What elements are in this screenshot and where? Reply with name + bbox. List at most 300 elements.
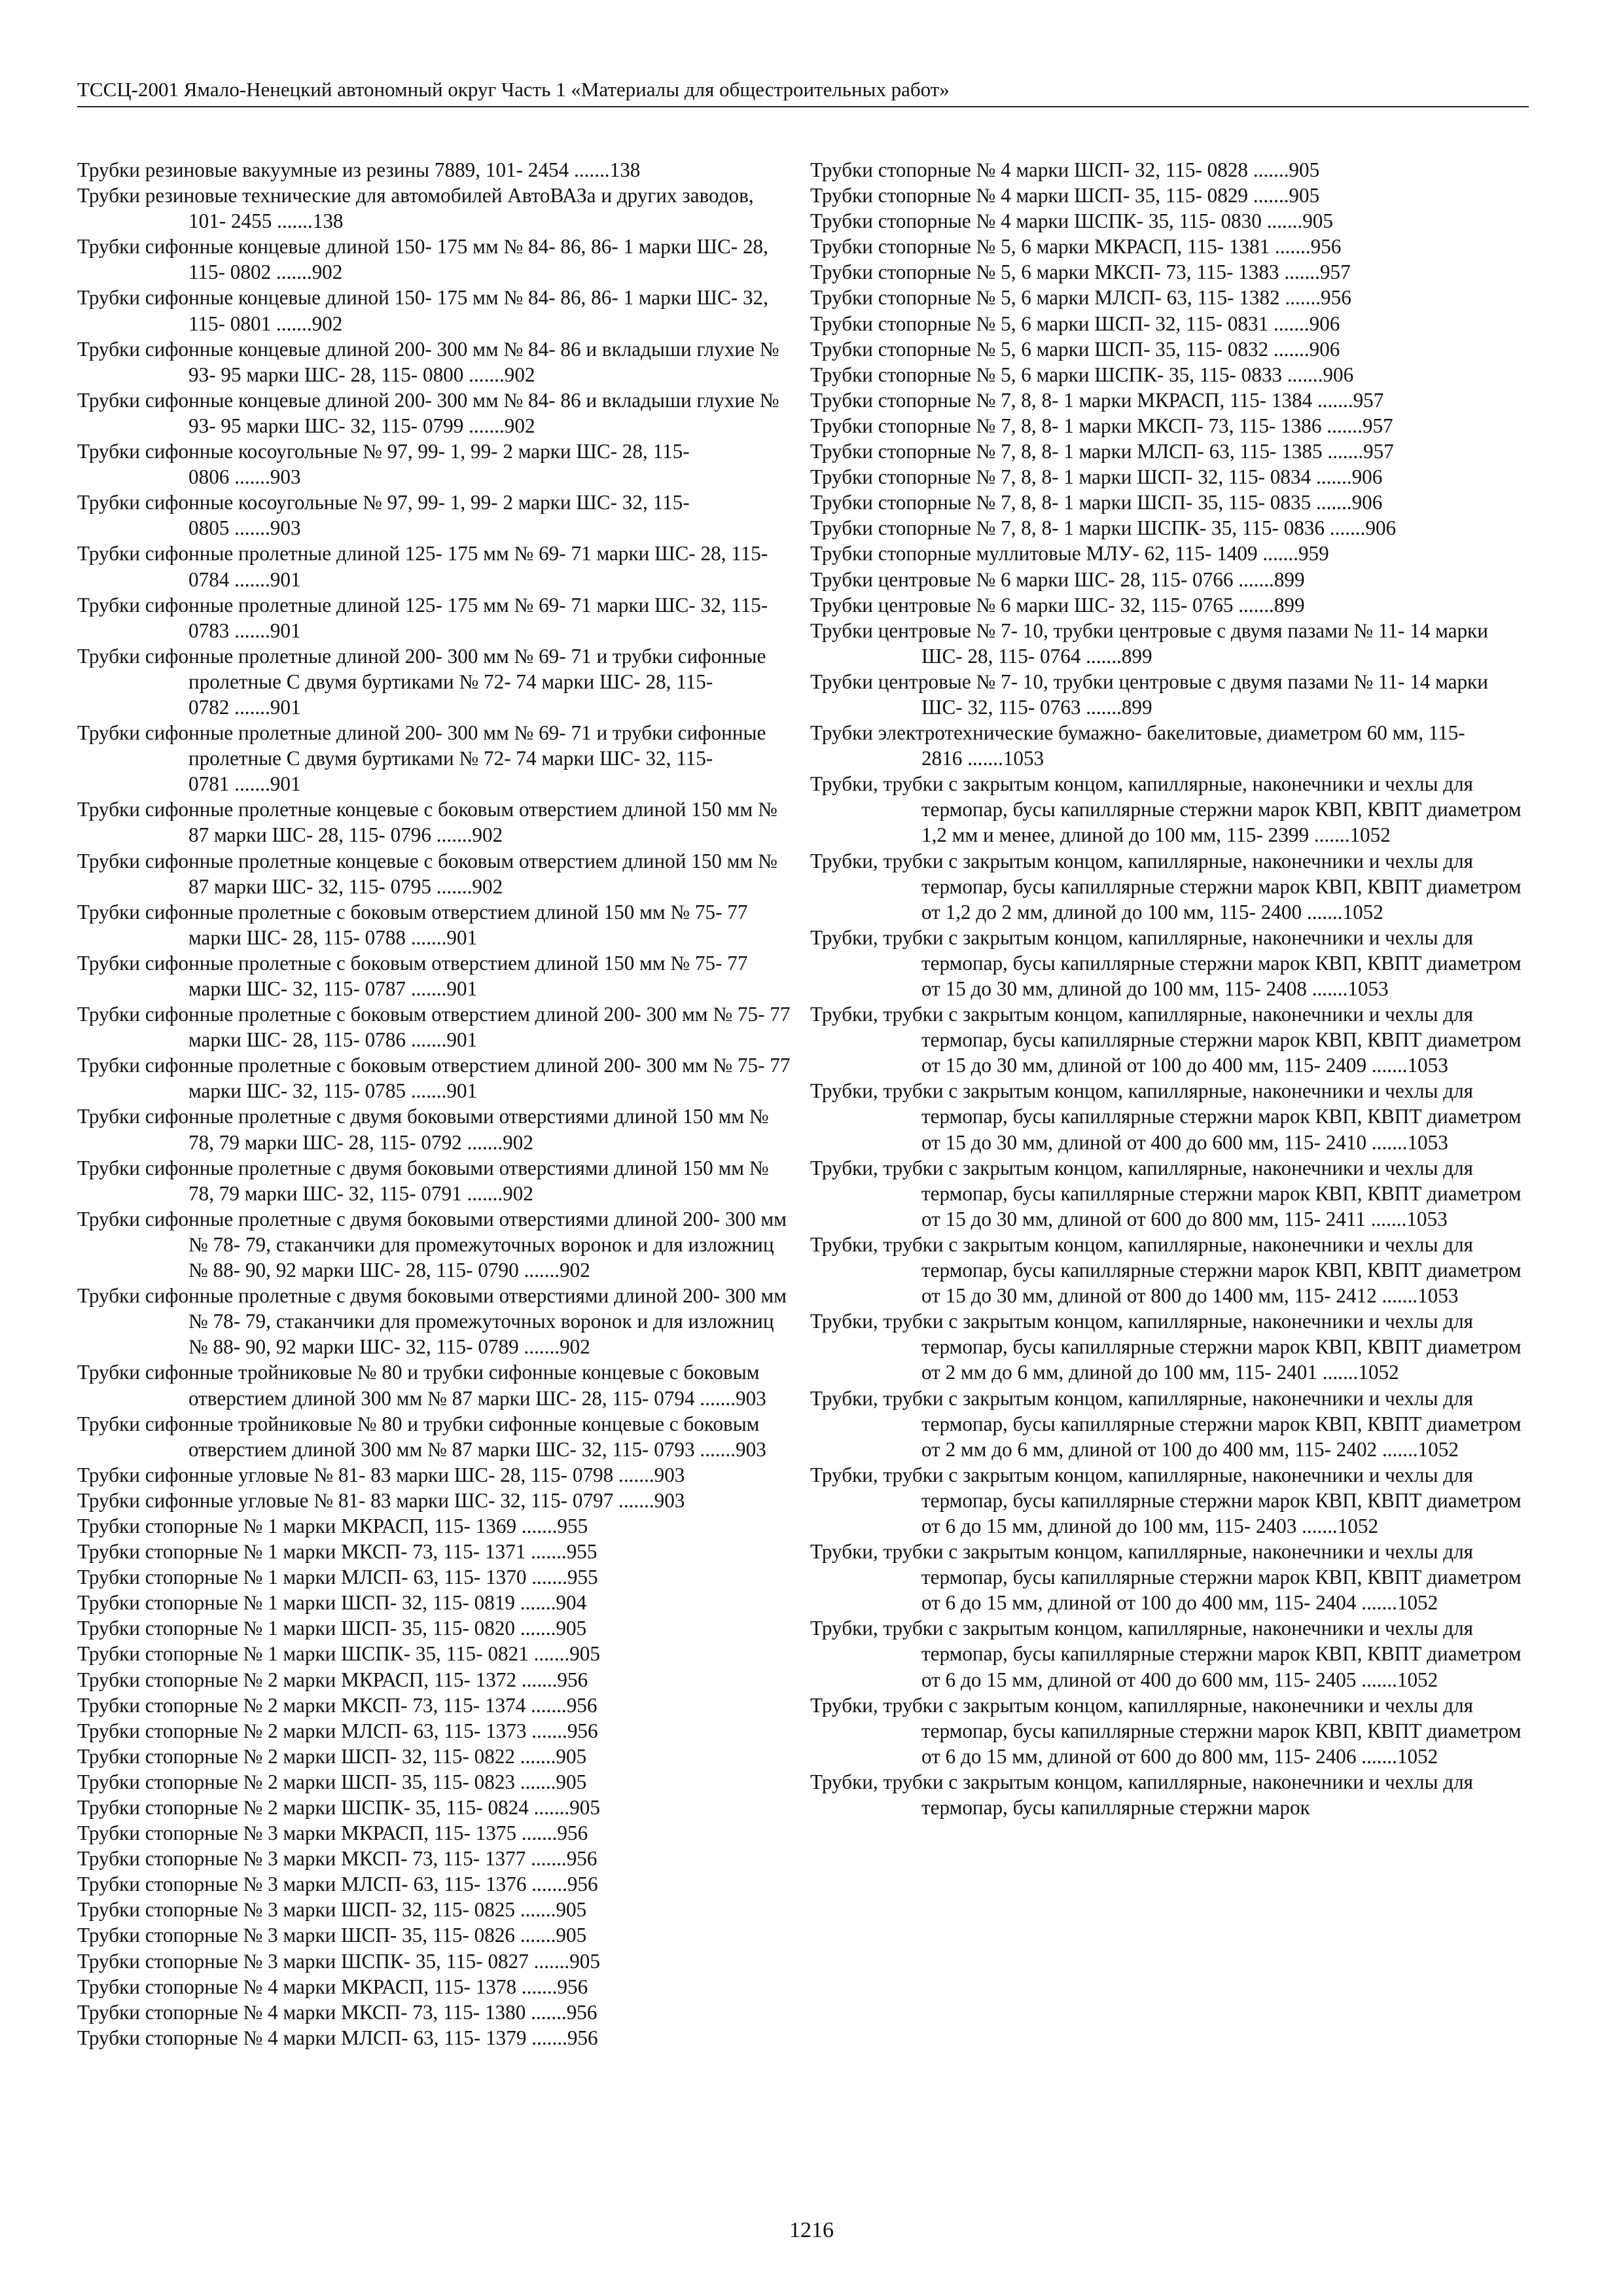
index-entry xyxy=(810,1615,1529,1692)
entry-text: Трубки стопорные № 3 марки МКСП- 73, 115- 1377 xyxy=(77,1847,526,1871)
entry-page-ref: 902 xyxy=(472,823,503,847)
entry-text: Трубки стопорные муллитовые МЛУ- 62, 115- 1409 xyxy=(810,542,1258,565)
index-entry xyxy=(810,1155,1529,1232)
dot-leader: ....... xyxy=(272,209,313,233)
index-entry xyxy=(77,1488,796,1513)
index-entry xyxy=(77,2000,796,2025)
dot-leader: ....... xyxy=(463,363,505,386)
entry-text: Трубки, трубки с закрытым концом, капиллярные, наконечники и чехлы для термопар, бусы капиллярные стержни марок КВП, КВПТ диаметром от 2 мм до 6 мм, длиной от 100 до 400 мм, 115- 2402 xyxy=(810,1386,1522,1461)
index-entry xyxy=(77,1718,796,1744)
dot-leader: ....... xyxy=(1324,516,1366,540)
entry-page-ref: 956 xyxy=(566,1847,597,1871)
index-entry xyxy=(810,183,1529,208)
entry-text: Трубки стопорные № 3 марки ШСП- 32, 115- 0825 xyxy=(77,1898,516,1922)
entry-page-ref: 905 xyxy=(569,1796,600,1819)
dot-leader: ....... xyxy=(271,260,312,284)
index-entry xyxy=(77,157,796,183)
dot-leader: ....... xyxy=(431,874,473,898)
entry-text: Трубки центровые № 6 марки ШС- 28, 115- 0766 xyxy=(810,567,1234,591)
entry-text: Трубки сифонные угловые № 81- 83 марки ШС- 28, 115- 0798 xyxy=(77,1463,614,1486)
dot-leader: ....... xyxy=(1296,1514,1338,1537)
index-entry xyxy=(77,1411,796,1462)
dot-leader: ....... xyxy=(1248,158,1289,181)
dot-leader: ....... xyxy=(1377,1437,1418,1461)
index-entry xyxy=(77,285,796,336)
entry-page-ref: 956 xyxy=(567,1873,598,1896)
dot-leader: ....... xyxy=(271,312,312,335)
entry-text: Трубки сифонные пролетные с двумя боковыми отверстиями длиной 200- 300 мм № 78- 79, стаканчики для промежуточных воронок и для изложниц № 88- 90, 92 марки ШС- 32, 115- 0789 xyxy=(77,1284,787,1359)
index-entry xyxy=(810,336,1529,362)
entry-page-ref: 905 xyxy=(1302,209,1333,233)
entry-page-ref: 956 xyxy=(567,1719,598,1742)
entry-page-ref: 903 xyxy=(654,1463,685,1486)
entry-text: Трубки стопорные № 7, 8, 8- 1 марки МКСП- 73, 115- 1386 xyxy=(810,414,1322,437)
index-column-right xyxy=(810,157,1529,1820)
index-entry xyxy=(77,1897,796,1922)
index-entry xyxy=(77,1769,796,1795)
dot-leader: ....... xyxy=(515,1744,556,1768)
dot-leader: ....... xyxy=(1317,1361,1359,1384)
dot-leader: ....... xyxy=(1356,1591,1397,1615)
entry-page-ref: 905 xyxy=(556,1744,587,1768)
entry-text: Трубки сифонные пролетные с боковым отверстием длиной 150 мм № 75- 77 марки ШС- 28, 115- 0788 xyxy=(77,900,748,949)
entry-page-ref: 901 xyxy=(446,1028,478,1052)
entry-text: Трубки стопорные № 1 марки МЛСП- 63, 115- 1370 xyxy=(77,1566,527,1589)
dot-leader: ....... xyxy=(528,1949,570,1973)
dot-leader: ....... xyxy=(229,619,270,642)
entry-page-ref: 1053 xyxy=(1406,1207,1448,1230)
entry-text: Трубки, трубки с закрытым концом, капиллярные, наконечники и чехлы для термопар, бусы капиллярные стержни марок КВП, КВПТ диаметром от 1,2 до 2 мм, длиной до 100 мм, 115- 2400 xyxy=(810,849,1522,924)
dot-leader: ....... xyxy=(1233,593,1274,617)
entry-text: Трубки, трубки с закрытым концом, капиллярные, наконечники и чехлы для термопар, бусы капиллярные стержни марок КВП, КВПТ диаметром от 6 до 15 мм, длиной от 400 до 600 мм, 115- 2405 xyxy=(810,1617,1522,1691)
entry-text: Трубки центровые № 7- 10, трубки центровые с двумя пазами № 11- 14 марки ШС- 32, 115- 0763 xyxy=(810,670,1488,719)
entry-page-ref: 1053 xyxy=(1407,1130,1448,1154)
index-entry xyxy=(810,1539,1529,1615)
index-entry xyxy=(77,1206,796,1283)
entry-text: Трубки стопорные № 7, 8, 8- 1 марки МЛСП- 63, 115- 1385 xyxy=(810,440,1323,463)
entry-page-ref: 956 xyxy=(1310,235,1342,259)
entry-page-ref: 1053 xyxy=(1003,747,1044,770)
dot-leader: ....... xyxy=(406,977,447,1000)
entry-page-ref: 1052 xyxy=(1418,1437,1459,1461)
entry-text: Трубки стопорные № 2 марки ШСП- 35, 115- 0823 xyxy=(77,1770,516,1793)
index-entry xyxy=(810,1078,1529,1155)
index-entry xyxy=(810,541,1529,566)
dot-leader: ....... xyxy=(1302,900,1343,924)
dot-leader: ....... xyxy=(1366,1130,1408,1154)
entry-text: Трубки сифонные концевые длиной 150- 175 мм № 84- 86, 86- 1 марки ШС- 32, 115- 0801 xyxy=(77,286,768,335)
dot-leader: ....... xyxy=(526,1693,567,1717)
entry-text: Трубки сифонные косоугольные № 97, 99- 1, 99- 2 марки ШС- 28, 115- 0806 xyxy=(77,440,690,489)
index-entry xyxy=(77,1974,796,2000)
entry-text: Трубки сифонные концевые длиной 150- 175 мм № 84- 86, 86- 1 марки ШС- 28, 115- 0802 xyxy=(77,235,768,284)
entry-text: Трубки сифонные тройниковые № 80 и трубки сифонные концевые с боковым отверстием длиной 300 мм № 87 марки ШС- 28, 115- 0794 xyxy=(77,1361,760,1410)
entry-text: Трубки сифонные косоугольные № 97, 99- 1, 99- 2 марки ШС- 32, 115- 0805 xyxy=(77,491,690,540)
entry-text: Трубки сифонные тройниковые № 80 и трубки сифонные концевые с боковым отверстием длиной 300 мм № 87 марки ШС- 32, 115- 0793 xyxy=(77,1412,760,1461)
entry-page-ref: 956 xyxy=(566,2000,597,2024)
entry-page-ref: 1052 xyxy=(1358,1361,1399,1384)
index-entry xyxy=(810,669,1529,720)
index-entry xyxy=(77,439,796,490)
dot-leader: ....... xyxy=(1309,823,1350,847)
dot-leader: ....... xyxy=(1268,337,1310,361)
entry-page-ref: 1053 xyxy=(1407,1054,1448,1077)
entry-text: Трубки сифонные пролетные с боковым отверстием длиной 200- 300 мм № 75- 77 марки ШС- 28, 115- 0786 xyxy=(77,1003,791,1052)
entry-page-ref: 901 xyxy=(270,772,301,796)
index-entry xyxy=(77,1001,796,1052)
index-entry xyxy=(810,259,1529,285)
dot-leader: ....... xyxy=(229,695,270,719)
entry-text: Трубки стопорные № 4 марки МКСП- 73, 115- 1380 xyxy=(77,2000,526,2024)
entry-page-ref: 905 xyxy=(556,1617,587,1640)
entry-text: Трубки, трубки с закрытым концом, капиллярные, наконечники и чехлы для термопар, бусы капиллярные стержни марок КВП, КВПТ диаметром от 15 до 30 мм, длиной от 800 до 1400 мм, 115- 2412 xyxy=(810,1232,1522,1308)
entry-text: Трубки стопорные № 4 марки МЛСП- 63, 115- 1379 xyxy=(77,2026,527,2049)
index-entry xyxy=(77,1283,796,1359)
entry-page-ref: 906 xyxy=(1351,491,1383,514)
index-entry xyxy=(77,1922,796,1948)
entry-page-ref: 902 xyxy=(312,312,343,335)
dot-leader: ....... xyxy=(406,1079,447,1103)
entry-text: Трубки стопорные № 7, 8, 8- 1 марки МКРАСП, 115- 1384 xyxy=(810,388,1313,412)
entry-page-ref: 956 xyxy=(566,1693,597,1717)
entry-text: Трубки стопорные № 1 марки ШСП- 35, 115- 0820 xyxy=(77,1617,516,1640)
index-entry xyxy=(810,285,1529,310)
dot-leader: ....... xyxy=(516,1668,558,1691)
entry-text: Трубки, трубки с закрытым концом, капиллярные, наконечники и чехлы для термопар, бусы капиллярные стержни марок КВП, КВПТ диаметром от 6 до 15 мм, длиной от 600 до 800 мм, 115- 2406 xyxy=(810,1693,1522,1768)
index-entry xyxy=(77,1052,796,1103)
dot-leader: ....... xyxy=(613,1488,654,1512)
running-header: ТССЦ-2001 Ямало-Ненецкий автономный округ Часть 1 «Материалы для общестроительных работ» xyxy=(77,78,950,101)
entry-page-ref: 905 xyxy=(556,1924,587,1947)
entry-page-ref: 902 xyxy=(503,1130,533,1154)
entry-page-ref: 903 xyxy=(736,1386,766,1410)
entry-page-ref: 1052 xyxy=(1337,1514,1379,1537)
entry-text: Трубки резиновые технические для автомобилей АвтоВАЗа и других заводов, 101- 2455 xyxy=(77,184,754,233)
entry-page-ref: 1052 xyxy=(1397,1591,1438,1615)
dot-leader: ....... xyxy=(694,1386,736,1410)
dot-leader: ....... xyxy=(515,1898,556,1922)
entry-text: Трубки стопорные № 1 марки МКРАСП, 115- 1369 xyxy=(77,1514,517,1537)
entry-text: Трубки стопорные № 4 марки ШСП- 32, 115- 0828 xyxy=(810,158,1249,181)
entry-text: Трубки сифонные пролетные длиной 125- 175 мм № 69- 71 марки ШС- 32, 115- 0783 xyxy=(77,593,768,642)
dot-leader: ....... xyxy=(528,1796,570,1819)
entry-page-ref: 899 xyxy=(1274,593,1305,617)
entry-text: Трубки стопорные № 7, 8, 8- 1 марки ШСП- 32, 115- 0834 xyxy=(810,465,1311,489)
entry-page-ref: 901 xyxy=(446,1079,478,1103)
entry-text: Трубки стопорные № 4 марки ШСП- 35, 115- 0829 xyxy=(810,184,1249,207)
dot-leader: ....... xyxy=(526,2026,567,2049)
entry-page-ref: 902 xyxy=(504,363,535,386)
entry-page-ref: 899 xyxy=(1274,567,1305,591)
entry-page-ref: 1053 xyxy=(1418,1284,1459,1308)
dot-leader: ....... xyxy=(515,1617,556,1640)
entry-text: Трубки сифонные пролетные с боковым отверстием длиной 200- 300 мм № 75- 77 марки ШС- 32, 115- 0785 xyxy=(77,1054,791,1103)
entry-page-ref: 901 xyxy=(270,695,301,719)
entry-text: Трубки стопорные № 5, 6 марки МКРАСП, 115- 1381 xyxy=(810,235,1270,259)
index-entry xyxy=(810,362,1529,387)
index-entry xyxy=(810,157,1529,183)
entry-page-ref: 957 xyxy=(1353,388,1384,412)
index-entry xyxy=(77,336,796,387)
dot-leader: ....... xyxy=(528,1642,570,1666)
entry-page-ref: 906 xyxy=(1309,337,1340,361)
dot-leader: ....... xyxy=(1311,465,1352,489)
entry-page-ref: 959 xyxy=(1298,542,1329,565)
entry-text: Трубки сифонные пролетные длиной 200- 300 мм № 69- 71 и трубки сифонные пролетные С двумя буртиками № 72- 74 марки ШС- 28, 115- 0782 xyxy=(77,644,766,719)
entry-page-ref: 902 xyxy=(560,1335,590,1359)
dot-leader: ....... xyxy=(1366,1054,1408,1077)
index-entry xyxy=(810,515,1529,541)
dot-leader: ....... xyxy=(1248,184,1289,207)
dot-leader: ....... xyxy=(406,925,447,949)
entry-page-ref: 899 xyxy=(1121,695,1152,719)
entry-text: Трубки сифонные пролетные с боковым отверстием длиной 150 мм № 75- 77 марки ШС- 32, 115- 0787 xyxy=(77,951,748,1000)
entry-page-ref: 1052 xyxy=(1342,900,1383,924)
dot-leader: ....... xyxy=(515,1924,556,1947)
index-entry xyxy=(77,490,796,541)
dot-leader: ....... xyxy=(1282,363,1323,386)
dot-leader: ....... xyxy=(526,1719,567,1742)
entry-text: Трубки стопорные № 4 марки ШСПК- 35, 115- 0830 xyxy=(810,209,1262,233)
index-entry xyxy=(810,234,1529,259)
index-entry xyxy=(810,592,1529,618)
dot-leader: ....... xyxy=(463,414,505,437)
dot-leader: ....... xyxy=(406,1028,447,1052)
dot-leader: ....... xyxy=(962,747,1003,770)
entry-text: Трубки сифонные угловые № 81- 83 марки ШС- 32, 115- 0797 xyxy=(77,1488,614,1512)
index-entry xyxy=(810,1693,1529,1769)
dot-leader: ....... xyxy=(526,2000,567,2024)
entry-page-ref: 902 xyxy=(472,874,503,898)
dot-leader: ....... xyxy=(515,1591,556,1615)
entry-text: Трубки стопорные № 7, 8, 8- 1 марки ШСПК- 35, 115- 0836 xyxy=(810,516,1325,540)
entry-text: Трубки сифонные пролетные с двумя боковыми отверстиями длиной 150 мм № 78, 79 марки ШС- 32, 115- 0791 xyxy=(77,1156,769,1205)
dot-leader: ....... xyxy=(1356,1668,1397,1691)
index-entry xyxy=(810,387,1529,413)
dot-leader: ....... xyxy=(1321,414,1363,437)
index-entry xyxy=(77,950,796,1001)
index-entry xyxy=(77,1795,796,1820)
index-entry xyxy=(77,643,796,720)
entry-text: Трубки сифонные пролетные концевые с боковым отверстием длиной 150 мм № 87 марки ШС- 32, 115- 0795 xyxy=(77,849,777,898)
index-entry xyxy=(810,925,1529,1001)
entry-page-ref: 957 xyxy=(1363,440,1394,463)
entry-text: Трубки сифонные концевые длиной 200- 300 мм № 84- 86 и вкладыши глухие № 93- 95 марки ШС- 32, 115- 0799 xyxy=(77,388,779,437)
entry-page-ref: 901 xyxy=(446,925,478,949)
index-entry xyxy=(810,1769,1529,1820)
dot-leader: ....... xyxy=(229,567,270,591)
entry-text: Трубки, трубки с закрытым концом, капиллярные, наконечники и чехлы для термопар, бусы капиллярные стержни марок КВП, КВПТ диаметром от 15 до 30 мм, длиной от 100 до 400 мм, 115- 2409 xyxy=(810,1003,1522,1077)
entry-text: Трубки центровые № 6 марки ШС- 32, 115- 0765 xyxy=(810,593,1234,617)
index-entry xyxy=(77,1948,796,1974)
entry-text: Трубки электротехнические бумажно- бакелитовые, диаметром 60 мм, 115- 2816 xyxy=(810,721,1465,770)
index-entry xyxy=(77,2025,796,2051)
entry-text: Трубки сифонные пролетные длиной 200- 300 мм № 69- 71 и трубки сифонные пролетные С двумя буртиками № 72- 74 марки ШС- 32, 115- 0781 xyxy=(77,721,766,796)
index-entry xyxy=(810,1001,1529,1078)
dot-leader: ....... xyxy=(1311,491,1352,514)
index-entry xyxy=(77,234,796,285)
entry-page-ref: 956 xyxy=(557,1975,588,1998)
entry-text: Трубки, трубки с закрытым концом, капиллярные, наконечники и чехлы для термопар, бусы капиллярные стержни марок xyxy=(810,1770,1473,1819)
entry-text: Трубки стопорные № 2 марки МКСП- 73, 115- 1374 xyxy=(77,1693,526,1717)
index-entry xyxy=(77,1615,796,1641)
dot-leader: ....... xyxy=(515,1770,556,1793)
index-column-left xyxy=(77,157,796,2051)
entry-page-ref: 955 xyxy=(566,1540,597,1564)
index-entry xyxy=(77,1103,796,1155)
dot-leader: ....... xyxy=(1312,388,1353,412)
index-entry xyxy=(810,1308,1529,1385)
index-entry xyxy=(77,183,796,234)
entry-text: Трубки стопорные № 5, 6 марки ШСПК- 35, 115- 0833 xyxy=(810,363,1283,386)
index-entry xyxy=(77,797,796,848)
dot-leader: ....... xyxy=(1268,312,1310,335)
entry-page-ref: 905 xyxy=(556,1898,587,1922)
dot-leader: ....... xyxy=(516,1975,558,1998)
index-entry xyxy=(810,848,1529,925)
index-entry xyxy=(77,1871,796,1897)
entry-page-ref: 956 xyxy=(557,1821,588,1845)
entry-page-ref: 955 xyxy=(557,1514,588,1537)
entry-text: Трубки стопорные № 1 марки ШСП- 32, 115- 0819 xyxy=(77,1591,516,1615)
entry-page-ref: 901 xyxy=(446,977,478,1000)
index-entry xyxy=(810,567,1529,592)
dot-leader: ....... xyxy=(431,823,473,847)
entry-text: Трубки стопорные № 2 марки ШСПК- 35, 115- 0824 xyxy=(77,1796,529,1819)
entry-page-ref: 901 xyxy=(270,619,301,642)
dot-leader: ....... xyxy=(1322,440,1363,463)
index-entry xyxy=(810,439,1529,464)
index-entry xyxy=(77,387,796,439)
index-entry xyxy=(77,1641,796,1666)
index-entry xyxy=(77,1744,796,1769)
entry-text: Трубки, трубки с закрытым концом, капиллярные, наконечники и чехлы для термопар, бусы капиллярные стержни марок КВП, КВПТ диаметром от 2 мм до 6 мм, длиной до 100 мм, 115- 2401 xyxy=(810,1310,1522,1384)
entry-page-ref: 902 xyxy=(312,260,343,284)
entry-page-ref: 955 xyxy=(567,1566,598,1589)
dot-leader: ....... xyxy=(694,1437,736,1461)
entry-page-ref: 902 xyxy=(504,414,535,437)
entry-text: Трубки стопорные № 3 марки МЛСП- 63, 115- 1376 xyxy=(77,1873,527,1896)
index-entry xyxy=(77,1564,796,1590)
entry-page-ref: 905 xyxy=(556,1770,587,1793)
entry-page-ref: 905 xyxy=(569,1642,600,1666)
page-number: 1216 xyxy=(789,2218,834,2242)
entry-text: Трубки, трубки с закрытым концом, капиллярные, наконечники и чехлы для термопар, бусы капиллярные стержни марок КВП, КВПТ диаметром от 15 до 30 мм, длиной до 100 мм, 115- 2408 xyxy=(810,925,1522,1000)
entry-page-ref: 903 xyxy=(736,1437,766,1461)
dot-leader: ....... xyxy=(1279,286,1321,310)
entry-page-ref: 138 xyxy=(609,158,641,181)
index-entry xyxy=(77,720,796,797)
index-entry xyxy=(77,848,796,899)
entry-page-ref: 1053 xyxy=(1347,977,1389,1000)
entry-page-ref: 905 xyxy=(1289,158,1320,181)
header-rule xyxy=(77,106,1529,107)
entry-text: Трубки стопорные № 5, 6 марки МЛСП- 63, 115- 1382 xyxy=(810,286,1280,310)
index-entry xyxy=(810,1386,1529,1462)
dot-leader: ....... xyxy=(516,1821,558,1845)
index-entry xyxy=(77,1590,796,1615)
index-entry xyxy=(77,1693,796,1718)
index-entry xyxy=(77,541,796,592)
dot-leader: ....... xyxy=(229,772,270,796)
index-entry xyxy=(77,1820,796,1846)
dot-leader: ....... xyxy=(526,1847,567,1871)
dot-leader: ....... xyxy=(526,1873,567,1896)
entry-page-ref: 901 xyxy=(270,567,301,591)
index-entry xyxy=(77,1155,796,1206)
index-entry xyxy=(810,208,1529,234)
dot-leader: ....... xyxy=(1376,1284,1418,1308)
entry-text: Трубки сифонные пролетные с двумя боковыми отверстиями длиной 150 мм № 78, 79 марки ШС- 28, 115- 0792 xyxy=(77,1105,769,1154)
dot-leader: ....... xyxy=(518,1335,560,1359)
entry-page-ref: 906 xyxy=(1365,516,1397,540)
entry-text: Трубки, трубки с закрытым концом, капиллярные, наконечники и чехлы для термопар, бусы капиллярные стержни марок КВП, КВПТ диаметром 1,2 мм и менее, длиной до 100 мм, 115- 2399 xyxy=(810,772,1522,847)
entry-text: Трубки, трубки с закрытым концом, капиллярные, наконечники и чехлы для термопар, бусы капиллярные стержни марок КВП, КВПТ диаметром от 15 до 30 мм, длиной от 400 до 600 мм, 115- 2410 xyxy=(810,1079,1522,1154)
entry-text: Трубки, трубки с закрытым концом, капиллярные, наконечники и чехлы для термопар, бусы капиллярные стержни марок КВП, КВПТ диаметром от 15 до 30 мм, длиной от 600 до 800 мм, 115- 2411 xyxy=(810,1156,1522,1230)
entry-text: Трубки стопорные № 4 марки МКРАСП, 115- 1378 xyxy=(77,1975,517,1998)
entry-text: Трубки стопорные № 5, 6 марки ШСП- 35, 115- 0832 xyxy=(810,337,1269,361)
entry-page-ref: 957 xyxy=(1362,414,1393,437)
dot-leader: ....... xyxy=(1306,977,1348,1000)
entry-text: Трубки стопорные № 3 марки ШСП- 35, 115- 0826 xyxy=(77,1924,516,1947)
dot-leader: ....... xyxy=(516,1514,558,1537)
dot-leader: ....... xyxy=(526,1566,567,1589)
entry-page-ref: 1052 xyxy=(1349,823,1391,847)
entry-page-ref: 956 xyxy=(567,2026,598,2049)
entry-page-ref: 903 xyxy=(270,516,301,540)
entry-page-ref: 903 xyxy=(654,1488,685,1512)
entry-page-ref: 1052 xyxy=(1397,1668,1438,1691)
index-entry xyxy=(77,1846,796,1871)
entry-page-ref: 904 xyxy=(556,1591,587,1615)
entry-page-ref: 905 xyxy=(1289,184,1320,207)
index-entry xyxy=(810,1462,1529,1539)
entry-text: Трубки стопорные № 1 марки ШСПК- 35, 115- 0821 xyxy=(77,1642,529,1666)
index-entry xyxy=(77,1462,796,1488)
entry-text: Трубки стопорные № 1 марки МКСП- 73, 115- 1371 xyxy=(77,1540,526,1564)
entry-text: Трубки, трубки с закрытым концом, капиллярные, наконечники и чехлы для термопар, бусы капиллярные стержни марок КВП, КВПТ диаметром от 6 до 15 мм, длиной от 100 до 400 мм, 115- 2404 xyxy=(810,1540,1522,1615)
entry-text: Трубки стопорные № 3 марки ШСПК- 35, 115- 0827 xyxy=(77,1949,529,1973)
dot-leader: ....... xyxy=(1356,1744,1397,1768)
entry-text: Трубки сифонные пролетные с двумя боковыми отверстиями длиной 200- 300 мм № 78- 79, стаканчики для промежуточных воронок и для изложниц № 88- 90, 92 марки ШС- 28, 115- 0790 xyxy=(77,1207,787,1282)
entry-text: Трубки стопорные № 2 марки МЛСП- 63, 115- 1373 xyxy=(77,1719,527,1742)
index-entry xyxy=(77,1667,796,1693)
entry-text: Трубки резиновые вакуумные из резины 7889, 101- 2454 xyxy=(77,158,569,181)
entry-page-ref: 905 xyxy=(569,1949,600,1973)
dot-leader: ....... xyxy=(229,516,270,540)
index-entry xyxy=(77,1539,796,1564)
entry-text: Трубки, трубки с закрытым концом, капиллярные, наконечники и чехлы для термопар, бусы капиллярные стержни марок КВП, КВПТ диаметром от 6 до 15 мм, длиной до 100 мм, 115- 2403 xyxy=(810,1463,1522,1537)
index-entry xyxy=(810,490,1529,515)
dot-leader: ....... xyxy=(461,1130,503,1154)
entry-text: Трубки стопорные № 7, 8, 8- 1 марки ШСП- 35, 115- 0835 xyxy=(810,491,1311,514)
index-entry xyxy=(77,592,796,643)
entry-page-ref: 906 xyxy=(1323,363,1354,386)
entry-text: Трубки центровые № 7- 10, трубки центровые с двумя пазами № 11- 14 марки ШС- 28, 115- 0764 xyxy=(810,619,1488,668)
entry-text: Трубки сифонные пролетные концевые с боковым отверстием длиной 150 мм № 87 марки ШС- 28, 115- 0796 xyxy=(77,798,777,847)
dot-leader: ....... xyxy=(229,465,270,489)
entry-text: Трубки стопорные № 2 марки МКРАСП, 115- 1372 xyxy=(77,1668,517,1691)
index-entry xyxy=(77,1359,796,1410)
index-entry xyxy=(77,1513,796,1539)
dot-leader: ....... xyxy=(1270,235,1311,259)
index-entry xyxy=(810,311,1529,336)
entry-text: Трубки сифонные пролетные длиной 125- 175 мм № 69- 71 марки ШС- 28, 115- 0784 xyxy=(77,542,768,591)
entry-page-ref: 1052 xyxy=(1397,1744,1438,1768)
index-entry xyxy=(810,771,1529,848)
index-entry xyxy=(810,1232,1529,1308)
dot-leader: ....... xyxy=(1261,209,1303,233)
